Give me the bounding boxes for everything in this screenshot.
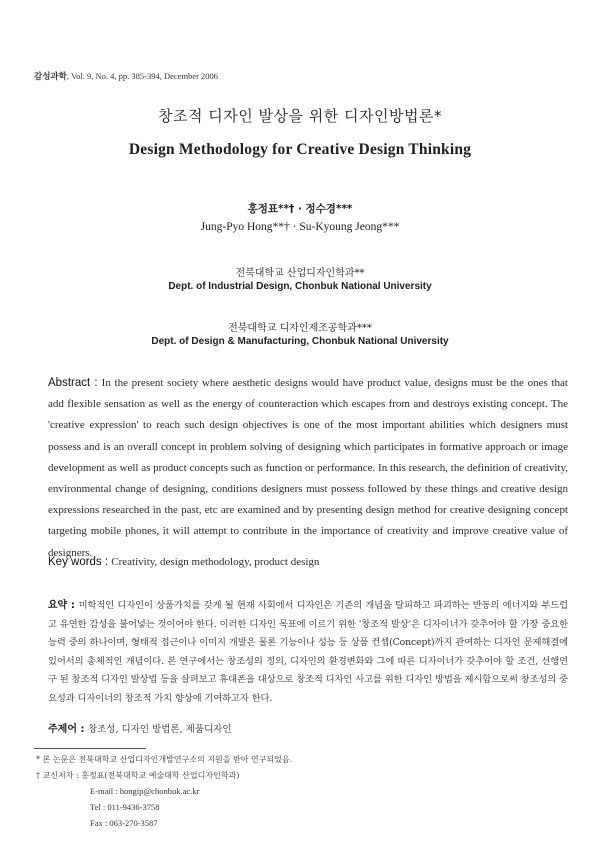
korean-keywords-label: 주제어 : (48, 724, 88, 735)
footnote-divider (34, 748, 146, 749)
affiliation1-english: Dept. of Industrial Design, Chonbuk National University (168, 281, 432, 292)
abstract-label: Abstract : (48, 377, 102, 389)
affiliation2-english: Dept. of Design & Manufacturing, Chonbuk National University (151, 336, 449, 347)
korean-summary-text: 미학적인 디자인이 상품가치를 갖게 될 현재 사회에서 디자인은 기존의 개념을 탈피하고 파괴하는 반동의 에너지와 부드럽고 유연한 감성을 불어넣는 것이어야 한다. 이러한 디자인 목표에 이르기 위한 '창조적 발상'은 디자이너가 갖추어야 할 가장 중요한 능력 중의 하나이며, 형태적 접근이나 이미지 개발은 물론 기능이나 성능 등 상품 컨셉(Concept)까지 관여하는 디자인 문제해결에 있어서의 총체적인 개념이다. 본 연구에서는 창조성의 정의, 디자인의 환경변화와 그에 따른 디자이너가 갖추어야 할 조건, 선행연구 된 창조적 디자인 발상법 등을 살펴보고 휴대폰을 대상으로 창조적 디자인 사고를 위한 디자인 방법을 제시함으로써 창조성의 중요성과 디자이너의 창조적 가치 향상에 기여하고자 한다. (48, 600, 568, 704)
contact-tel: Tel : 011-9436-3758 (90, 802, 160, 812)
korean-summary (48, 597, 568, 709)
title-korean: 창조적 디자인 발상을 위한 디자인방법론* (158, 107, 442, 125)
contact-fax: Fax : 063-270-3587 (90, 818, 158, 828)
abstract-text: In the present society where aesthetic designs would have product value, designs must be the ones that add flexible sensation as well as the energy of counteraction which escapes from and destroys existing concept. The 'creative expression' to reach such design objectives is one of the most important abilities which designers must possess and is an overall concept in problem solving of designing which participates in formative approach or image development as well as product concepts such as function or performance. In this research, the definition of creativity, environmental change of designing, conditions designers must possess followed by these things and creative design expressions researched in the past, etc are examined and by presenting design method for creative designing concept targeting mobile phones, it will attempt to contribute in the importance of creativity and improve creative value of designers. (48, 377, 568, 559)
keywords (48, 556, 568, 568)
authors-korean: 홍정표**† · 정수경*** (247, 203, 353, 215)
journal-details: , Vol. 9, No. 4, pp. 385-394, December 2006 (66, 71, 219, 81)
abstract (48, 373, 568, 564)
journal-name: 감성과학 (34, 72, 67, 82)
footnote-funding: * 본 논문은 전북대학교 산업디자인개발연구소의 지원을 받아 연구되었음. (36, 755, 293, 764)
keywords-text: Creativity, design methodology, product design (111, 556, 320, 568)
korean-keywords-text: 창조성, 디자인 방법론, 제품디자인 (87, 724, 232, 735)
korean-keywords (48, 720, 568, 735)
keywords-label: Key words : (48, 556, 112, 568)
contact-email: E-mail : hongip@chonbuk.ac.kr (90, 786, 200, 796)
authors-english: Jung-Pyo Hong**† · Su-Kyoung Jeong*** (200, 221, 400, 233)
affiliation1-korean: 전북대학교 산업디자인학과** (235, 268, 365, 279)
affiliation2-korean: 전북대학교 디자인제조공학과*** (228, 323, 372, 334)
korean-summary-label: 요약 : (48, 600, 79, 611)
footnote-corresponding-author: † 교신저자 : 홍정표(전북대학교 예술대학 산업디자인학과) (36, 771, 240, 780)
title-english: Design Methodology for Creative Design Thinking (128, 141, 472, 158)
journal-citation (34, 70, 218, 82)
